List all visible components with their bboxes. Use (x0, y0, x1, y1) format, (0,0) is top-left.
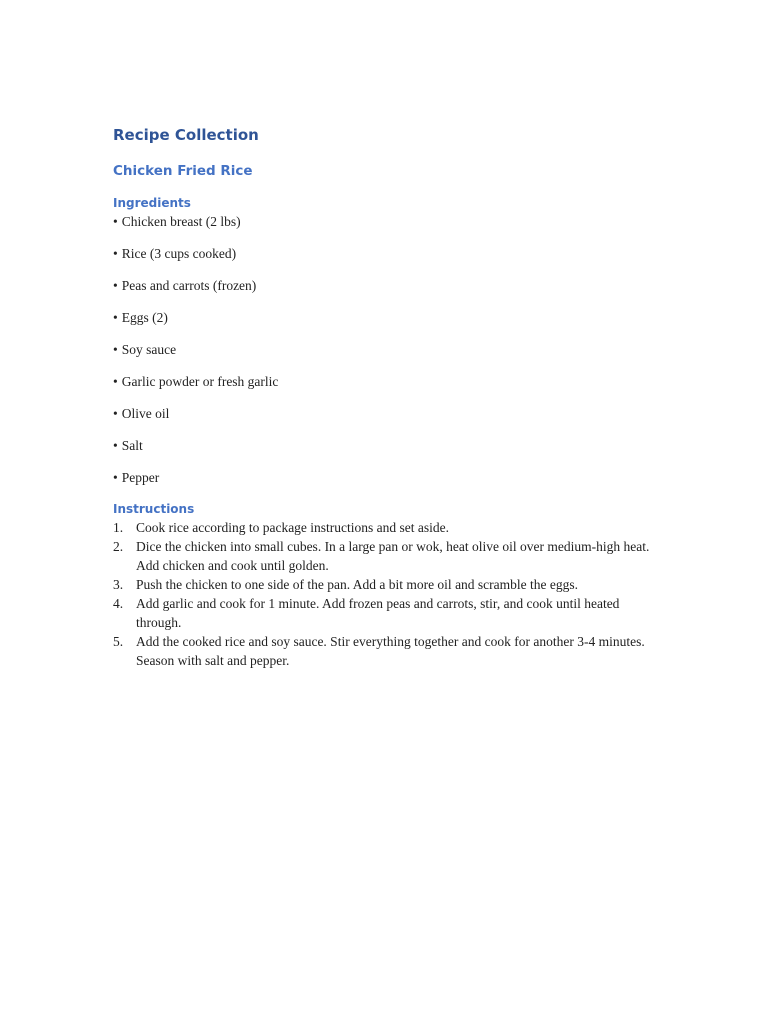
instruction-step (113, 537, 658, 575)
ingredient-text: Salt (121, 438, 143, 453)
bullet-icon: • (113, 278, 118, 293)
ingredient-item (113, 436, 658, 455)
instruction-step (113, 594, 658, 632)
step-text: Add garlic and cook for 1 minute. Add frozen peas and carrots, stir, and cook until heated through. (136, 596, 620, 630)
step-number: 1. (113, 520, 124, 535)
bullet-icon: • (113, 470, 118, 485)
ingredient-item (113, 212, 658, 231)
bullet-icon: • (113, 310, 118, 325)
step-text: Cook rice according to package instructions and set aside. (136, 520, 450, 535)
bullet-icon: • (113, 246, 118, 261)
step-number: 5. (113, 634, 124, 649)
instruction-step (113, 575, 658, 594)
ingredient-text: Peas and carrots (frozen) (121, 278, 257, 293)
step-text: Dice the chicken into small cubes. In a large pan or wok, heat olive oil over medium-high heat. Add chicken and cook until golden. (136, 539, 650, 573)
ingredients-list (113, 212, 658, 487)
ingredient-item (113, 244, 658, 263)
step-number: 3. (113, 577, 124, 592)
ingredients-heading: Ingredients (113, 196, 191, 210)
bullet-icon: • (113, 342, 118, 357)
ingredient-text: Chicken breast (2 lbs) (121, 214, 241, 229)
ingredient-text: Eggs (2) (121, 310, 168, 325)
bullet-icon: • (113, 374, 118, 389)
ingredient-item (113, 404, 658, 423)
ingredient-item (113, 468, 658, 487)
ingredient-text: Garlic powder or fresh garlic (121, 374, 279, 389)
instructions-list (113, 518, 658, 670)
step-text: Add the cooked rice and soy sauce. Stir everything together and cook for another 3-4 minutes. Season with salt and pepper. (136, 634, 645, 668)
ingredient-item (113, 372, 658, 391)
bullet-icon: • (113, 214, 118, 229)
step-number: 4. (113, 596, 124, 611)
instructions-heading: Instructions (113, 502, 195, 516)
bullet-icon: • (113, 438, 118, 453)
ingredient-item (113, 276, 658, 295)
ingredient-item (113, 340, 658, 359)
bullet-icon: • (113, 406, 118, 421)
recipe-title: Chicken Fried Rice (113, 163, 253, 179)
ingredient-text: Soy sauce (121, 342, 177, 357)
ingredient-text: Rice (3 cups cooked) (121, 246, 237, 261)
ingredient-text: Pepper (121, 470, 160, 485)
step-text: Push the chicken to one side of the pan. Add a bit more oil and scramble the eggs. (136, 577, 579, 592)
instruction-step (113, 518, 658, 537)
document-title: Recipe Collection (113, 126, 259, 144)
step-number: 2. (113, 539, 124, 554)
ingredient-text: Olive oil (121, 406, 170, 421)
document-body (113, 124, 658, 670)
ingredient-item (113, 308, 658, 327)
instruction-step (113, 632, 658, 670)
